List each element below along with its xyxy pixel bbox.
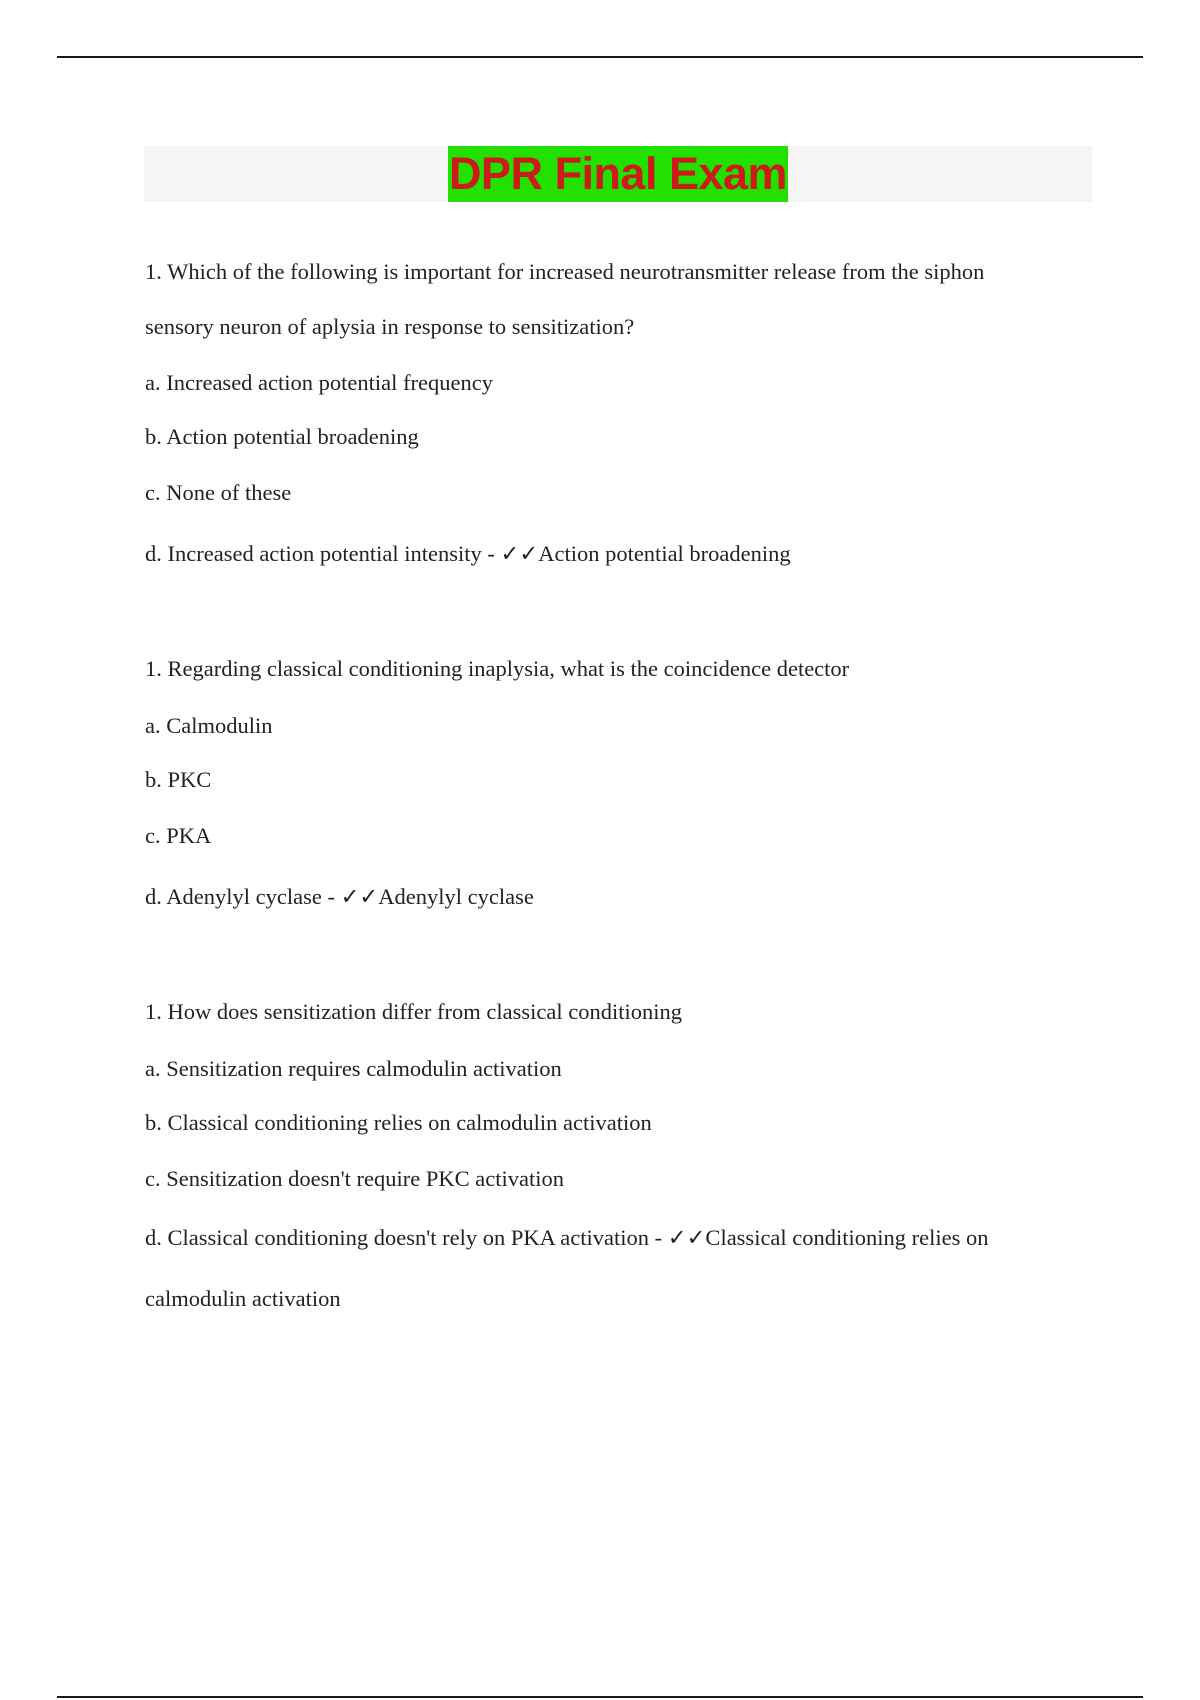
question-1-option-b: b. Action potential broadening [145, 424, 419, 449]
question-2-option-a: a. Calmodulin [145, 713, 273, 738]
question-1-option-d-answer: d. Increased action potential intensity - ✓✓Action potential broadening [145, 541, 791, 566]
question-3-option-b: b. Classical conditioning relies on calmodulin activation [145, 1110, 652, 1135]
question-3-option-c: c. Sensitization doesn't require PKC activation [145, 1166, 564, 1191]
page-title: DPR Final Exam [448, 146, 788, 202]
question-1-prompt-line2: sensory neuron of aplysia in response to sensitization? [145, 314, 635, 339]
question-3-prompt-line1: 1. How does sensitization differ from classical conditioning [145, 999, 682, 1024]
question-1-option-c: c. None of these [145, 480, 292, 505]
question-3-option-a: a. Sensitization requires calmodulin activation [145, 1056, 562, 1081]
question-2-option-d-answer: d. Adenylyl cyclase - ✓✓Adenylyl cyclase [145, 884, 534, 909]
question-2-option-c: c. PKA [145, 823, 212, 848]
question-1-option-a: a. Increased action potential frequency [145, 370, 493, 395]
question-2-prompt-line1: 1. Regarding classical conditioning inaplysia, what is the coincidence detector [145, 656, 850, 681]
question-2-option-b: b. PKC [145, 767, 212, 792]
title-band [144, 146, 1092, 202]
question-3-option-d-answer-cont: calmodulin activation [145, 1286, 341, 1311]
bottom-rule [57, 1696, 1143, 1698]
top-rule [57, 56, 1143, 58]
question-3-option-d-answer: d. Classical conditioning doesn't rely on PKA activation - ✓✓Classical conditioning relies on [145, 1225, 989, 1250]
question-1-prompt-line1: 1. Which of the following is important for increased neurotransmitter release from the siphon [145, 259, 985, 284]
